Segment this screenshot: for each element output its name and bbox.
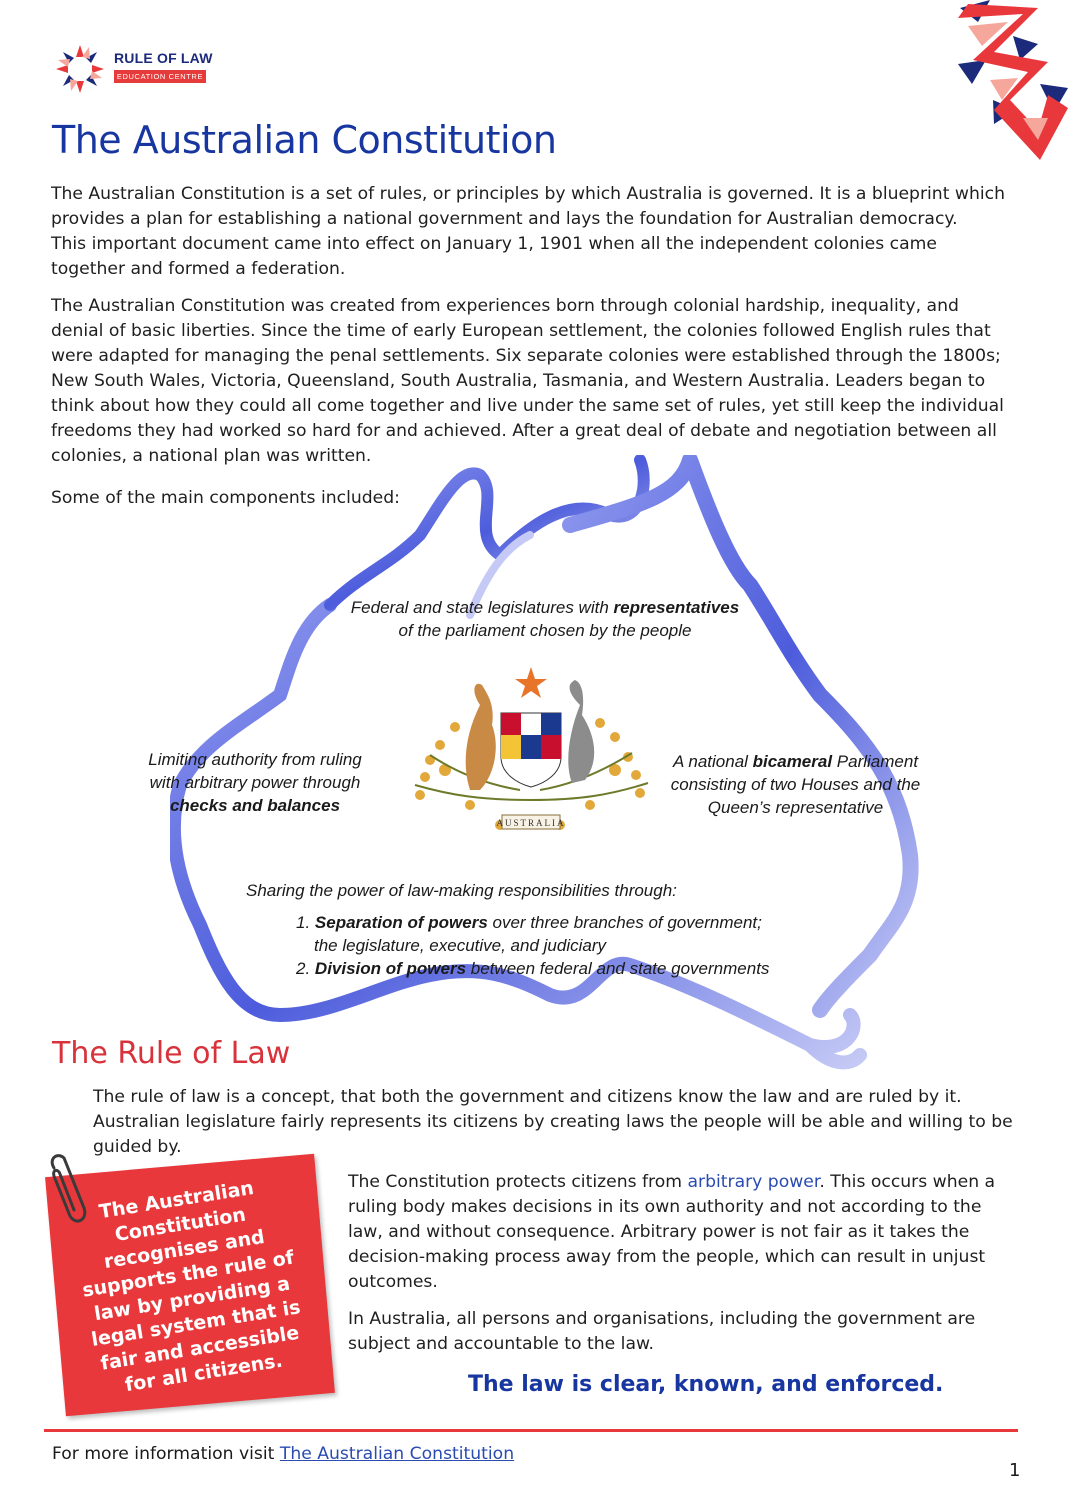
note-bold: Separation of powers [314, 913, 488, 932]
rule-of-law-paragraph: The rule of law is a concept, that both the government and citizens know the law and are ruled by it. Australian legislature fairly represents its citizens by creating laws the people will be able and willing to be guided by. [93, 1087, 1013, 1157]
arbitrary-power-link[interactable]: arbitrary power [687, 1172, 820, 1192]
component-representatives [320, 596, 770, 642]
intro-paragraph-1-line-1: The Australian Constitution is a set of rules, or principles by which Australia is governed. It is a blueprint which provides a plan for establishing a national government and lays the foundation for Australian democracy. [51, 184, 1005, 229]
note-text: over three branches of government; [487, 913, 762, 932]
footer [52, 1444, 514, 1464]
component-checks-and-balances [135, 748, 375, 817]
intro-paragraph-2: The Australian Constitution was created from experiences born through colonial hardship, inequality, and denial of basic liberties. Since the time of early European settlement, the colonies followed English rules that were adapted for managing the penal settlements. Six separate colonies were established through the 1800s; New South Wales, Victoria, Queensland, South Australia, Tasmania, and Western Australia. Leaders began to think about how they could all come together and live under the same set of rules, yet still keep the individual freedoms they had worked so hard for and achieved. After a great deal of debate and negotiation between all colonies, a national plan was written. [51, 296, 1004, 466]
page-number: 1 [1009, 1460, 1021, 1481]
arbitrary-power-paragraph [348, 1170, 1008, 1295]
intro-paragraph-1-line-2: This important document came into effect on January 1, 1901 when all the independent colonies came together and formed a federation. [51, 234, 937, 279]
note-text: Limiting authority from ruling with arbitrary power through [148, 750, 362, 792]
list-number: 2. [296, 959, 311, 978]
page-title: The Australian Constitution [52, 118, 557, 162]
logo-title: RULE OF LAW [114, 50, 213, 66]
coat-of-arms-label: AUSTRALIA [496, 818, 566, 828]
note-bold: bicameral [752, 752, 833, 771]
coat-of-arms-icon [400, 665, 662, 860]
note-bold: Division of powers [314, 959, 467, 978]
note-text: between federal and state governments [466, 959, 770, 978]
intro-paragraph-1 [51, 182, 1011, 282]
corner-decoration-icon [898, 0, 1068, 160]
list-item [296, 957, 856, 980]
logo-subtitle: EDUCATION CENTRE [114, 70, 206, 83]
callout-text: The Australian Constitution recognises and supports the rule of law by providing a legal system that is fair and accessible for all citizens. [80, 1176, 303, 1397]
note-text: A national [672, 752, 753, 771]
note-text: of the parliament chosen by the people [398, 621, 692, 640]
list-number: 1. [296, 913, 311, 932]
note-bold: checks and balances [169, 796, 341, 815]
component-bicameral [668, 750, 923, 819]
intro-paragraph-3: Some of the main components included: [51, 488, 400, 508]
footer-divider [44, 1429, 1018, 1432]
footer-text: For more information visit [52, 1444, 280, 1464]
paragraph-text: The Constitution protects citizens from [348, 1172, 688, 1192]
list-item [296, 911, 856, 934]
component-list [296, 911, 856, 980]
note-text: Federal and state legislatures with [350, 598, 614, 617]
constitution-link[interactable]: The Australian Constitution [279, 1444, 515, 1464]
note-bold: representatives [613, 598, 740, 617]
tagline: The law is clear, known, and enforced. [468, 1372, 944, 1397]
list-item-continuation: the legislature, executive, and judiciary [314, 936, 606, 955]
rule-of-law-logo-icon [55, 44, 105, 94]
accountability-paragraph: In Australia, all persons and organisations, including the government are subject and accountable to the law. [348, 1309, 976, 1354]
paperclip-icon [40, 1150, 90, 1235]
note-text: Parliament consisting of two Houses and the Queen’s representative [670, 752, 921, 817]
paragraph-text: . This occurs when a ruling body makes decisions in its own authority and not according to the law, and without consequence. Arbitrary power is not fair as it takes the decision-making process away from the people, which can result in unjust outcomes. [348, 1172, 996, 1292]
component-sharing-power: Sharing the power of law-making responsibilities through: [246, 881, 677, 900]
rule-of-law-heading: The Rule of Law [52, 1036, 291, 1071]
